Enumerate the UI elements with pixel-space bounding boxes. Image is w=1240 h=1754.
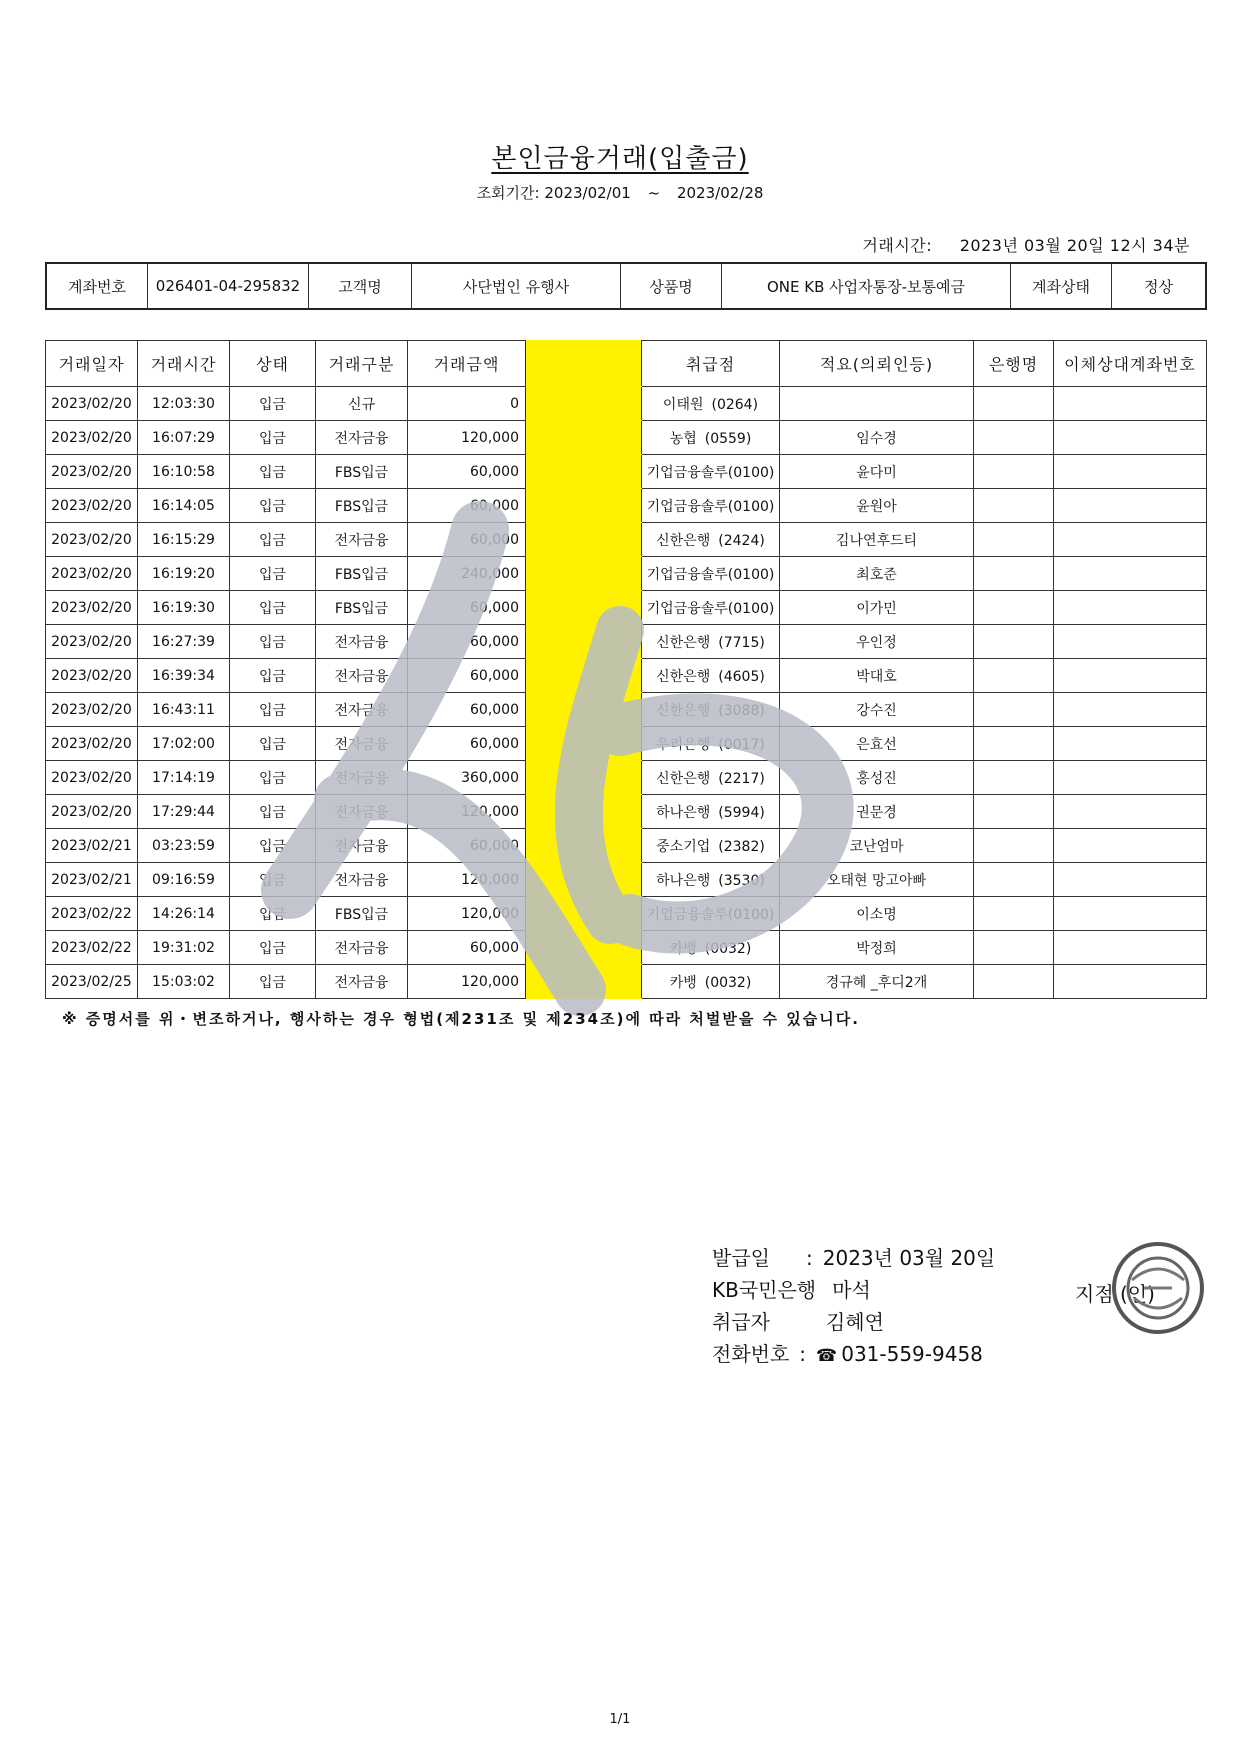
counter-account-cell: [1054, 523, 1207, 557]
amount-cell: 360,000: [408, 761, 526, 795]
counter-account-cell: [1054, 693, 1207, 727]
table-row: [46, 523, 1207, 557]
branch-code: (0100): [727, 566, 775, 583]
branch-name: 농협: [669, 430, 697, 447]
branch-name: 신한은행: [656, 702, 711, 719]
issue-handler-row: [712, 1306, 995, 1338]
branch-code: (0100): [727, 906, 775, 923]
date-cell: 2023/02/20: [46, 659, 138, 693]
redacted-cell: [526, 523, 642, 557]
counter-account-cell: [1054, 829, 1207, 863]
state-cell: 입금: [230, 523, 316, 557]
header-memo: 적요(의뢰인등): [780, 341, 974, 387]
seal-pattern: [1132, 1269, 1184, 1308]
redacted-cell: [526, 625, 642, 659]
counter-account-cell: [1054, 931, 1207, 965]
amount-cell: 60,000: [408, 931, 526, 965]
phone-label: 전화번호: [712, 1342, 790, 1366]
memo-cell: 홍성진: [780, 761, 974, 795]
branch-code: (5994): [718, 804, 765, 821]
redacted-cell: [526, 965, 642, 999]
branch-name: 우리은행: [656, 736, 711, 753]
branch-name: 이태원: [662, 396, 704, 413]
state-cell: 입금: [230, 965, 316, 999]
state-cell: 입금: [230, 795, 316, 829]
branch-code: (0100): [727, 498, 775, 515]
date-cell: 2023/02/22: [46, 931, 138, 965]
memo-cell: 코난엄마: [780, 829, 974, 863]
amount-cell: 120,000: [408, 795, 526, 829]
state-cell: 입금: [230, 897, 316, 931]
issue-bank-row: [712, 1274, 995, 1306]
bank-seal-stamp: [1110, 1240, 1206, 1336]
time-cell: 16:43:11: [138, 693, 230, 727]
type-cell: 신규: [316, 387, 408, 421]
branch-cell: [642, 931, 780, 965]
bank-cell: [974, 557, 1054, 591]
type-cell: FBS입금: [316, 455, 408, 489]
bank-cell: [974, 421, 1054, 455]
bank-cell: [974, 965, 1054, 999]
branch-code: (0017): [718, 736, 765, 753]
amount-cell: 120,000: [408, 897, 526, 931]
bank-cell: [974, 829, 1054, 863]
branch-code: (0100): [727, 464, 775, 481]
branch-cell: [642, 387, 780, 421]
branch-name: 신한은행: [656, 668, 711, 685]
legal-notice: ※ 증명서를 위・변조하거나, 행사하는 경우 형법(제231조 및 제234조)에 따라 처벌받을 수 있습니다.: [62, 1010, 860, 1028]
period-end: 2023/02/28: [676, 184, 764, 202]
account-number-label: 계좌번호: [46, 263, 148, 309]
branch-cell: [642, 625, 780, 659]
state-cell: 입금: [230, 863, 316, 897]
issue-phone-row: [712, 1338, 995, 1370]
branch-name: 하나은행: [656, 804, 711, 821]
type-cell: 전자금융: [316, 795, 408, 829]
phone-number: 031-559-9458: [841, 1342, 983, 1366]
header-counter-account: 이체상대계좌번호: [1054, 341, 1207, 387]
header-date: 거래일자: [46, 341, 138, 387]
counter-account-cell: [1054, 727, 1207, 761]
counter-account-cell: [1054, 557, 1207, 591]
branch-cell: [642, 455, 780, 489]
branch-code: (3530): [718, 872, 765, 889]
bank-cell: [974, 387, 1054, 421]
counter-account-cell: [1054, 965, 1207, 999]
bank-cell: [974, 523, 1054, 557]
product-label: 상품명: [621, 263, 722, 309]
redacted-cell: [526, 727, 642, 761]
seal-label-text: 지점: [1075, 1282, 1114, 1306]
date-cell: 2023/02/25: [46, 965, 138, 999]
redacted-cell: [526, 863, 642, 897]
bank-cell: [974, 897, 1054, 931]
time-cell: 19:31:02: [138, 931, 230, 965]
customer-label: 고객명: [309, 263, 412, 309]
branch-code: (2217): [718, 770, 765, 787]
header-branch: 취급점: [642, 341, 780, 387]
branch-name: 기업금융솔루: [646, 600, 728, 617]
amount-cell: 60,000: [408, 591, 526, 625]
branch-name: 카뱅: [669, 940, 697, 957]
bank-cell: [974, 795, 1054, 829]
issuing-branch: 마석: [832, 1278, 871, 1302]
branch-cell: [642, 965, 780, 999]
type-cell: 전자금융: [316, 523, 408, 557]
bank-cell: [974, 625, 1054, 659]
branch-cell: [642, 591, 780, 625]
type-cell: FBS입금: [316, 557, 408, 591]
time-cell: 16:10:58: [138, 455, 230, 489]
issue-date-row: [712, 1242, 995, 1274]
branch-name: 신한은행: [656, 770, 711, 787]
header-bank: 은행명: [974, 341, 1054, 387]
state-cell: 입금: [230, 489, 316, 523]
time-cell: 16:19:20: [138, 557, 230, 591]
bank-cell: [974, 659, 1054, 693]
time-cell: 15:03:02: [138, 965, 230, 999]
amount-cell: 60,000: [408, 829, 526, 863]
table-row: [46, 421, 1207, 455]
branch-cell: [642, 659, 780, 693]
issue-date-value: 2023년 03월 20일: [822, 1246, 996, 1270]
type-cell: 전자금융: [316, 659, 408, 693]
counter-account-cell: [1054, 863, 1207, 897]
header-type: 거래구분: [316, 341, 408, 387]
bank-cell: [974, 693, 1054, 727]
branch-code: (7715): [718, 634, 765, 651]
time-cell: 16:39:34: [138, 659, 230, 693]
amount-cell: 60,000: [408, 489, 526, 523]
state-cell: 입금: [230, 761, 316, 795]
state-cell: 입금: [230, 931, 316, 965]
table-row: [46, 931, 1207, 965]
type-cell: FBS입금: [316, 489, 408, 523]
branch-name: 기업금융솔루: [646, 566, 728, 583]
bank-cell: [974, 455, 1054, 489]
branch-cell: [642, 489, 780, 523]
amount-cell: 120,000: [408, 863, 526, 897]
redacted-cell: [526, 931, 642, 965]
account-info-table: [45, 262, 1207, 310]
state-cell: 입금: [230, 659, 316, 693]
date-cell: 2023/02/20: [46, 455, 138, 489]
redacted-cell: [526, 761, 642, 795]
memo-cell: 김나연후드티: [780, 523, 974, 557]
date-cell: 2023/02/20: [46, 557, 138, 591]
bank-cell: [974, 489, 1054, 523]
transaction-table: [45, 340, 1207, 999]
redacted-cell: [526, 387, 642, 421]
issue-date-colon: :: [806, 1246, 813, 1270]
time-cell: 16:15:29: [138, 523, 230, 557]
table-row: [46, 387, 1207, 421]
branch-name: 신한은행: [656, 532, 711, 549]
branch-cell: [642, 523, 780, 557]
table-row: [46, 829, 1207, 863]
trade-time-value: 2023년 03월 20일 12시 34분: [959, 236, 1190, 255]
branch-cell: [642, 761, 780, 795]
type-cell: 전자금융: [316, 727, 408, 761]
state-cell: 입금: [230, 591, 316, 625]
branch-code: (0559): [704, 430, 752, 447]
date-cell: 2023/02/20: [46, 761, 138, 795]
handler-name: 김혜연: [825, 1310, 884, 1334]
counter-account-cell: [1054, 897, 1207, 931]
time-cell: 09:16:59: [138, 863, 230, 897]
date-cell: 2023/02/20: [46, 727, 138, 761]
trade-time: [862, 233, 1190, 256]
memo-cell: 박대호: [780, 659, 974, 693]
table-row: [46, 727, 1207, 761]
date-cell: 2023/02/22: [46, 897, 138, 931]
date-cell: 2023/02/20: [46, 795, 138, 829]
memo-cell: 우인정: [780, 625, 974, 659]
bank-cell: [974, 761, 1054, 795]
period-label: 조회기간:: [476, 184, 540, 202]
date-cell: 2023/02/20: [46, 523, 138, 557]
amount-cell: 120,000: [408, 421, 526, 455]
bank-cell: [974, 727, 1054, 761]
date-cell: 2023/02/21: [46, 863, 138, 897]
branch-name: 기업금융솔루: [646, 464, 728, 481]
handler-label: 취급자: [712, 1310, 770, 1334]
table-row: [46, 863, 1207, 897]
branch-code: (0100): [727, 600, 775, 617]
counter-account-cell: [1054, 421, 1207, 455]
product-name: ONE KB 사업자통장-보통예금: [722, 263, 1011, 309]
redacted-cell: [526, 489, 642, 523]
time-cell: 16:27:39: [138, 625, 230, 659]
state-cell: 입금: [230, 387, 316, 421]
state-cell: 입금: [230, 455, 316, 489]
date-cell: 2023/02/20: [46, 421, 138, 455]
counter-account-cell: [1054, 625, 1207, 659]
type-cell: 전자금융: [316, 931, 408, 965]
customer-name: 사단법인 유행사: [412, 263, 621, 309]
branch-name: 중소기업: [656, 838, 711, 855]
state-cell: 입금: [230, 693, 316, 727]
header-state: 상태: [230, 341, 316, 387]
period-separator: ~: [647, 184, 661, 202]
time-cell: 12:03:30: [138, 387, 230, 421]
amount-cell: 60,000: [408, 523, 526, 557]
table-row: [46, 455, 1207, 489]
date-cell: 2023/02/20: [46, 625, 138, 659]
memo-cell: 윤원아: [780, 489, 974, 523]
memo-cell: 박정희: [780, 931, 974, 965]
redacted-cell: [526, 829, 642, 863]
branch-name: 기업금융솔루: [646, 498, 728, 515]
branch-code: (0032): [704, 940, 752, 957]
state-cell: 입금: [230, 727, 316, 761]
memo-cell: 권문경: [780, 795, 974, 829]
counter-account-cell: [1054, 489, 1207, 523]
branch-cell: [642, 727, 780, 761]
date-cell: 2023/02/20: [46, 387, 138, 421]
amount-cell: 60,000: [408, 659, 526, 693]
time-cell: 14:26:14: [138, 897, 230, 931]
amount-cell: 60,000: [408, 693, 526, 727]
amount-cell: 60,000: [408, 727, 526, 761]
type-cell: 전자금융: [316, 863, 408, 897]
counter-account-cell: [1054, 455, 1207, 489]
table-row: [46, 625, 1207, 659]
memo-cell: 이가민: [780, 591, 974, 625]
table-row: [46, 693, 1207, 727]
counter-account-cell: [1054, 591, 1207, 625]
amount-cell: 60,000: [408, 455, 526, 489]
branch-code: (4605): [718, 668, 765, 685]
state-cell: 입금: [230, 421, 316, 455]
issue-date-label: 발급일: [712, 1246, 770, 1270]
table-row: [46, 761, 1207, 795]
redacted-cell: [526, 591, 642, 625]
table-row: [46, 897, 1207, 931]
table-row: [46, 591, 1207, 625]
issuing-bank: KB국민은행: [712, 1278, 817, 1302]
branch-cell: [642, 421, 780, 455]
memo-cell: 강수진: [780, 693, 974, 727]
date-cell: 2023/02/20: [46, 591, 138, 625]
phone-colon: :: [799, 1342, 807, 1366]
memo-cell: 은효선: [780, 727, 974, 761]
table-row: [46, 965, 1207, 999]
date-cell: 2023/02/21: [46, 829, 138, 863]
memo-cell: 임수경: [780, 421, 974, 455]
time-cell: 16:19:30: [138, 591, 230, 625]
type-cell: 전자금융: [316, 625, 408, 659]
redacted-cell: [526, 659, 642, 693]
branch-code: (0032): [704, 974, 752, 991]
memo-cell: 이소명: [780, 897, 974, 931]
counter-account-cell: [1054, 795, 1207, 829]
time-cell: 17:14:19: [138, 761, 230, 795]
amount-cell: 60,000: [408, 625, 526, 659]
seal-mark: (인): [1120, 1282, 1155, 1306]
state-cell: 입금: [230, 557, 316, 591]
type-cell: 전자금융: [316, 829, 408, 863]
page-number: 1/1: [609, 1712, 631, 1727]
state-cell: 입금: [230, 625, 316, 659]
counter-account-cell: [1054, 387, 1207, 421]
memo-cell: 최호준: [780, 557, 974, 591]
counter-account-cell: [1054, 659, 1207, 693]
amount-cell: 0: [408, 387, 526, 421]
type-cell: 전자금융: [316, 761, 408, 795]
redacted-cell: [526, 421, 642, 455]
header-amount: 거래금액: [408, 341, 526, 387]
branch-name: 카뱅: [669, 974, 697, 991]
amount-cell: 120,000: [408, 965, 526, 999]
redacted-cell: [526, 693, 642, 727]
redacted-cell: [526, 795, 642, 829]
date-cell: 2023/02/20: [46, 489, 138, 523]
branch-cell: [642, 557, 780, 591]
query-period: [0, 182, 1240, 203]
table-row: [46, 489, 1207, 523]
period-start: 2023/02/01: [544, 184, 631, 202]
type-cell: 전자금융: [316, 693, 408, 727]
bank-cell: [974, 931, 1054, 965]
type-cell: FBS입금: [316, 591, 408, 625]
branch-cell: [642, 795, 780, 829]
redacted-column-header: [526, 341, 642, 387]
document-title: 본인금융거래(입출금): [491, 144, 749, 174]
trade-time-label: 거래시간:: [862, 236, 933, 255]
table-header-row: [46, 341, 1207, 387]
branch-code: (2382): [718, 838, 765, 855]
branch-cell: [642, 863, 780, 897]
bank-cell: [974, 591, 1054, 625]
branch-cell: [642, 829, 780, 863]
branch-code: (2424): [718, 532, 765, 549]
branch-code: (3088): [718, 702, 765, 719]
bank-cell: [974, 863, 1054, 897]
time-cell: 17:29:44: [138, 795, 230, 829]
type-cell: 전자금융: [316, 965, 408, 999]
time-cell: 16:14:05: [138, 489, 230, 523]
account-status-label: 계좌상태: [1011, 263, 1112, 309]
memo-cell: 경규혜 _후디2개: [780, 965, 974, 999]
type-cell: 전자금융: [316, 421, 408, 455]
time-cell: 16:07:29: [138, 421, 230, 455]
table-row: [46, 795, 1207, 829]
account-status: 정상: [1112, 263, 1207, 309]
branch-name: 하나은행: [656, 872, 711, 889]
memo-cell: 윤다미: [780, 455, 974, 489]
redacted-cell: [526, 455, 642, 489]
time-cell: 17:02:00: [138, 727, 230, 761]
redacted-cell: [526, 897, 642, 931]
branch-code: (0264): [711, 396, 759, 413]
issue-info: [712, 1242, 995, 1370]
redacted-cell: [526, 557, 642, 591]
table-row: [46, 659, 1207, 693]
branch-name: 기업금융솔루: [646, 906, 728, 923]
branch-cell: [642, 897, 780, 931]
account-number: 026401-04-295832: [148, 263, 309, 309]
amount-cell: 240,000: [408, 557, 526, 591]
memo-cell: 오태현 망고아빠: [780, 863, 974, 897]
date-cell: 2023/02/20: [46, 693, 138, 727]
memo-cell: [780, 387, 974, 421]
type-cell: FBS입금: [316, 897, 408, 931]
phone-icon: ☎: [816, 1346, 838, 1366]
branch-cell: [642, 693, 780, 727]
table-row: [46, 557, 1207, 591]
counter-account-cell: [1054, 761, 1207, 795]
state-cell: 입금: [230, 829, 316, 863]
branch-name: 신한은행: [656, 634, 711, 651]
header-time: 거래시간: [138, 341, 230, 387]
time-cell: 03:23:59: [138, 829, 230, 863]
